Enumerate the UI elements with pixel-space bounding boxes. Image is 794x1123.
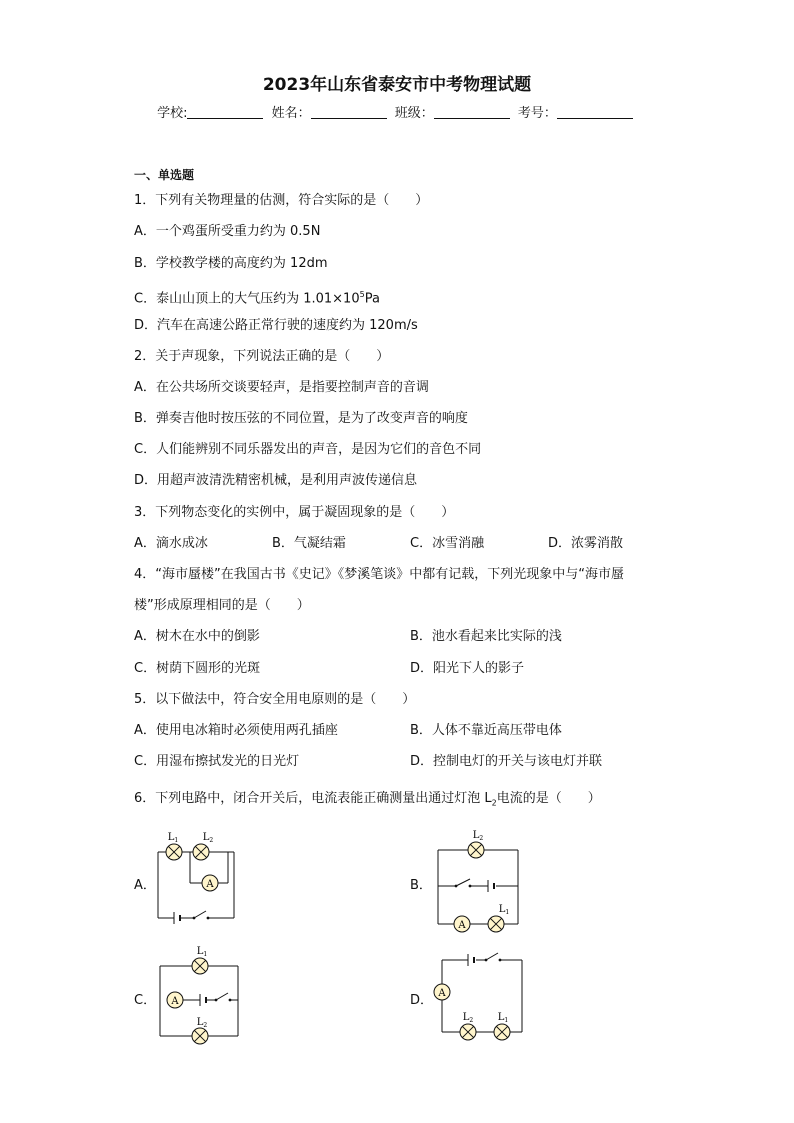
q2-option-d: D．用超声波清洗精密机械，是利用声波传递信息 [134, 473, 418, 488]
circuit-c-diagram[interactable] [150, 942, 244, 1046]
lamp-icon [166, 844, 182, 860]
lamp-l1-label: $L_1$ [497, 1012, 509, 1024]
q6-stem-end: 电流的是（ ） [496, 791, 601, 806]
q1-option-c [134, 287, 380, 307]
q4-stem-line2: 楼”形成原理相同的是（ ） [134, 598, 310, 613]
ammeter-symbol: A [458, 920, 466, 931]
q3-option-c: C．冰雪消融 [410, 536, 485, 551]
school-label: 学校: [157, 106, 188, 121]
q4-option-b: B．池水看起来比实际的浅 [410, 629, 562, 644]
class-blank[interactable] [434, 106, 510, 119]
ammeter-icon [167, 992, 183, 1008]
q1-option-a: A．一个鸡蛋所受重力约为 0.5N [134, 224, 321, 239]
lamp-icon [192, 958, 208, 974]
q4-stem-line1: 4．“海市蜃楼”在我国古书《史记》《梦溪笔谈》中都有记载，下列光现象中与“海市蜃 [134, 567, 624, 582]
battery-icon [174, 912, 182, 924]
battery-icon [200, 994, 206, 1006]
q3-option-d: D．浓雾消散 [548, 536, 624, 551]
battery-icon [488, 880, 494, 892]
ammeter-symbol: A [171, 996, 179, 1007]
q3-option-b: B．气凝结霜 [272, 536, 346, 551]
q1-option-c-text: C．泰山山顶上的大气压约为 1.01×10 [134, 291, 360, 307]
ammeter-icon [454, 916, 470, 932]
q5-option-d: D．控制电灯的开关与该电灯并联 [410, 754, 603, 769]
q1-option-c-exp: 5 [359, 290, 365, 299]
lamp-l2-label: $L_2$ [462, 1012, 474, 1024]
lamp-icon [494, 1024, 510, 1040]
q4-option-a: A．树木在水中的倒影 [134, 629, 260, 644]
lamp-l2-label: $L_2$ [202, 832, 214, 844]
switch-icon [193, 911, 210, 919]
q5-stem: 5．以下做法中，符合安全用电原则的是（ ） [134, 692, 416, 707]
circuit-a-diagram[interactable] [150, 828, 242, 924]
lamp-icon [468, 842, 484, 858]
circuit-b-diagram[interactable] [430, 826, 524, 938]
circuit-a-label: A． [134, 878, 156, 893]
page-title: 2023年山东省泰安市中考物理试题 [262, 75, 532, 95]
lamp-icon [192, 1028, 208, 1044]
q5-option-a: A．使用电冰箱时必须使用两孔插座 [134, 723, 338, 738]
q6-stem-text: 6．下列电路中，闭合开关后，电流表能正确测量出通过灯泡 L [134, 791, 492, 806]
q6-stem-sub: 2 [491, 798, 497, 808]
lamp-l1-label: $L_1$ [498, 904, 510, 916]
q1-option-c-unit: Pa [364, 291, 380, 307]
q2-option-a: A．在公共场所交谈要轻声，是指要控制声音的音调 [134, 380, 429, 395]
circuit-b-label: B． [410, 878, 432, 893]
q6-stem [134, 791, 601, 812]
circuit-d-label: D． [410, 993, 434, 1008]
q1-option-d: D．汽车在高速公路正常行驶的速度约为 120m/s [134, 318, 418, 333]
q2-option-b: B．弹奏吉他时按压弦的不同位置，是为了改变声音的响度 [134, 411, 468, 426]
q4-option-d: D．阳光下人的影子 [410, 661, 525, 676]
switch-icon [485, 953, 502, 961]
lamp-l1-label: $L_1$ [167, 832, 179, 844]
name-blank[interactable] [311, 106, 387, 119]
exam-no-blank[interactable] [557, 106, 633, 119]
q5-option-b: B．人体不靠近高压带电体 [410, 723, 562, 738]
lamp-icon [193, 844, 209, 860]
q5-option-c: C．用湿布擦拭发光的日光灯 [134, 754, 300, 769]
lamp-l2-label: $L_2$ [196, 1017, 208, 1029]
lamp-icon [488, 916, 504, 932]
ammeter-symbol: A [206, 879, 214, 890]
switch-icon [215, 993, 232, 1001]
section-heading: 一、单选题 [134, 168, 195, 182]
lamp-l1-label: $L_1$ [196, 946, 208, 958]
lamp-icon [460, 1024, 476, 1040]
q1-stem: 1．下列有关物理量的估测，符合实际的是（ ） [134, 193, 429, 208]
exam-no-label: 考号： [517, 106, 557, 121]
q3-stem: 3．下列物态变化的实例中，属于凝固现象的是（ ） [134, 505, 455, 520]
q3-option-a: A．滴水成冰 [134, 536, 208, 551]
q4-option-c: C．树荫下圆形的光斑 [134, 661, 261, 676]
q1-option-b: B．学校教学楼的高度约为 12dm [134, 256, 328, 271]
ammeter-symbol: A [438, 988, 446, 999]
q2-stem: 2．关于声现象，下列说法正确的是（ ） [134, 349, 390, 364]
circuit-c-label: C． [134, 993, 157, 1008]
circuit-d-diagram[interactable] [428, 946, 526, 1046]
school-blank[interactable] [187, 106, 263, 119]
class-label: 班级： [394, 106, 434, 121]
lamp-l2-label: $L_2$ [472, 830, 484, 842]
name-label: 姓名： [271, 106, 311, 121]
ammeter-icon [202, 875, 218, 891]
ammeter-icon [434, 984, 450, 1000]
switch-icon [455, 879, 472, 887]
battery-icon [468, 954, 474, 966]
q2-option-c: C．人们能辨别不同乐器发出的声音，是因为它们的音色不同 [134, 442, 482, 457]
student-info-row [0, 102, 794, 121]
